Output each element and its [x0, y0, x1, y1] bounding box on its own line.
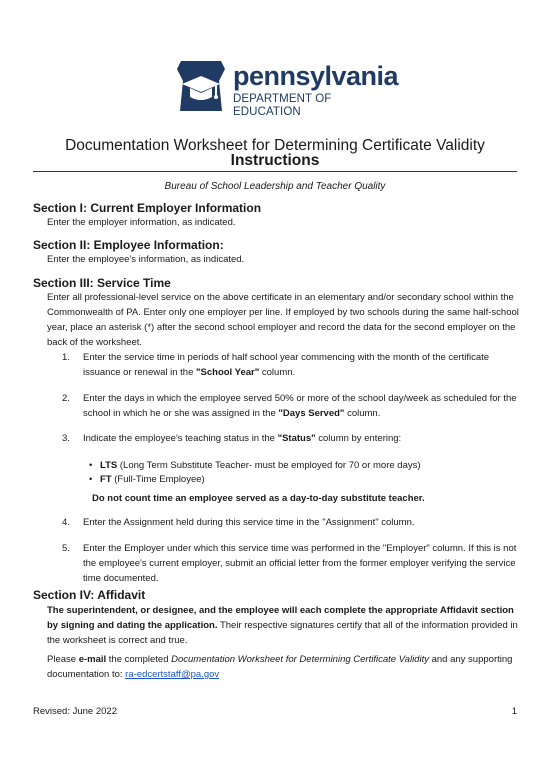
title-divider [33, 171, 517, 172]
list-number: 2. [62, 393, 70, 404]
page-number: 1 [511, 706, 517, 717]
bullet: • [89, 474, 93, 485]
affidavit-text: The superintendent, or designee, and the employee will each complete the appropriate Affidavit section by signing and dating the application. Their respective signatures certify that all of the information provided in the worksheet is correct and true. [47, 605, 518, 646]
section-2-text: Enter the employee's information, as indicated. [47, 254, 245, 265]
list-item-1: Enter the service time in periods of half school year commencing with the month of the certificate issuance or renewal in the "School Year" column. [83, 352, 490, 378]
section-1-heading: Section I: Current Employer Information [33, 201, 262, 215]
list-item-5: Enter the Employer under which this service time was performed in the "Employer" column. If this is not the employee's current employer, submit an official letter from the former employer verifying the service time documented. [83, 543, 517, 584]
list-item-3: Indicate the employee's teaching status in the "Status" column by entering: [83, 433, 402, 444]
logo-department: DEPARTMENT OF EDUCATION [233, 93, 332, 118]
document-subtitle: Instructions [230, 152, 320, 169]
logo-wordmark: pennsylvania [233, 61, 399, 91]
list-number: 4. [62, 517, 70, 528]
bullet: • [89, 460, 93, 471]
substitute-note: Do not count time an employee served as a day-to-day substitute teacher. [92, 493, 425, 504]
email-link[interactable]: ra-edcertstaff@pa.gov [125, 669, 220, 680]
bureau-name: Bureau of School Leadership and Teacher Quality [164, 181, 386, 192]
status-ft-item: FT (Full-Time Employee) [100, 474, 205, 485]
list-number: 3. [62, 433, 70, 444]
status-lts-item: LTS (Long Term Substitute Teacher- must be employed for 70 or more days) [100, 460, 421, 471]
list-number: 1. [62, 352, 70, 363]
section-4-heading: Section IV: Affidavit [33, 588, 146, 602]
keystone-graduation-cap-icon [173, 58, 229, 114]
list-number: 5. [62, 543, 70, 554]
pa-education-logo [173, 58, 399, 118]
document-title: Documentation Worksheet for Determining Certificate Validity [65, 137, 485, 154]
list-item-4: Enter the Assignment held during this service time in the "Assignment" column. [83, 517, 415, 528]
section-3-heading: Section III: Service Time [33, 276, 171, 290]
revised-date: Revised: June 2022 [33, 706, 117, 717]
list-item-2: Enter the days in which the employee served 50% or more of the school day/week as scheduled for the school in which he or she was assigned in the "Days Served" column. [83, 393, 517, 419]
section-2-heading: Section II: Employee Information: [33, 238, 224, 252]
section-3-intro: Enter all professional-level service on the above certificate in an elementary and/or secondary school within the Commonwealth of PA. Enter only one employer per line. If employed by two schools during the same half-school year, place an asterisk (*) after the second school employer and record the data for the second employer on the back of the worksheet. [47, 292, 519, 348]
section-1-text: Enter the employer information, as indicated. [47, 217, 236, 228]
email-instructions: Please e-mail the completed Documentation Worksheet for Determining Certificate Validity and any supporting documentation to: ra-edcertstaff@pa.gov [47, 654, 513, 680]
